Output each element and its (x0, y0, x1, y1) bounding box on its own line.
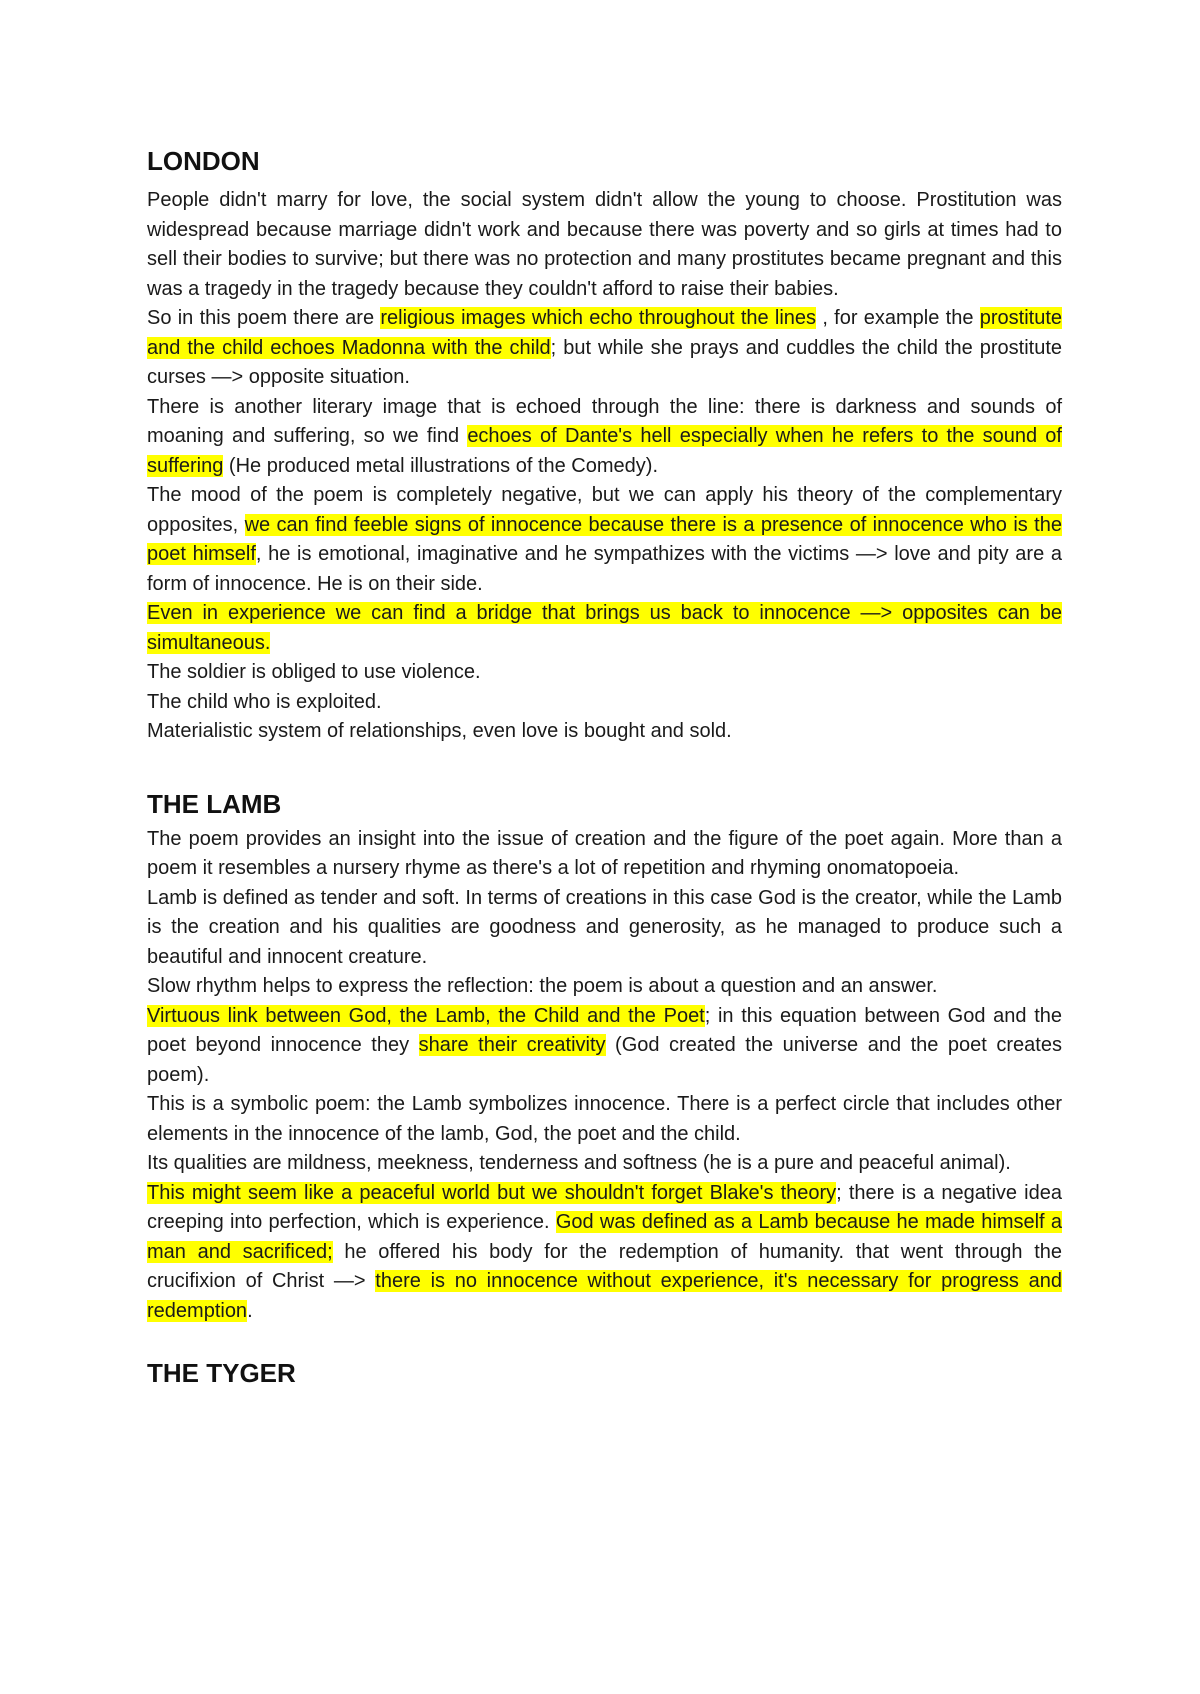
highlight: echoes of Dante's hell especially when he refers to the sound of suffering (147, 425, 1062, 477)
document-page (147, 144, 1062, 1390)
section-heading-lamb: THE LAMB (147, 788, 282, 819)
london-paragraph-6: The soldier is obliged to use violence. (147, 661, 481, 683)
highlight: share their creativity (418, 1034, 606, 1056)
london-paragraph-3: There is another literary image that is echoed through the line: there is darkness and sounds of moaning and suffering, so we find echoes of Dante's hell especially when he refers to the sound of suffering (He produced metal illustrations of the Comedy). (147, 395, 1062, 477)
highlight: religious images which echo throughout the lines (380, 307, 817, 329)
highlight: there is no innocence without experience, it's necessary for progress and redemption (147, 1270, 1062, 1322)
highlight: prostitute and the child echoes Madonna with the child (147, 307, 1062, 359)
london-paragraph-2: So in this poem there are religious images which echo throughout the lines , for example the prostitute and the child echoes Madonna with the child; but while she prays and cuddles the child the prostitute curses —> opposite situation. (147, 307, 1062, 388)
london-paragraph-1: People didn't marry for love, the social system didn't allow the young to choose. Prostitution was widespread because marriage didn't work and because there was poverty and so girls at times had to sell their bodies to survive; but there was no protection and many prostitutes became pregnant and this was a tragedy in the tragedy because they couldn't afford to raise their babies. (147, 189, 1062, 300)
highlight: we can find feeble signs of innocence because there is a presence of innocence who is the poet himself (147, 513, 1062, 565)
lamb-paragraph-2: Lamb is defined as tender and soft. In terms of creations in this case God is the creator, while the Lamb is the creation and his qualities are goodness and generosity, as he managed to produce such a beautiful and innocent creature. (147, 886, 1062, 968)
london-paragraph-7: The child who is exploited. (147, 690, 382, 713)
highlight: Virtuous link between God, the Lamb, the Child and the Poet (147, 1004, 705, 1027)
lamb-paragraph-6: Its qualities are mildness, meekness, tenderness and softness (he is a pure and peaceful animal). (147, 1152, 1011, 1174)
section-heading-london: LONDON (147, 146, 260, 176)
lamb-paragraph-4: Virtuous link between God, the Lamb, the Child and the Poet; in this equation between God and the poet beyond innocence they share their creativity (God created the universe and the poet creates poem). (147, 1004, 1062, 1086)
london-paragraph-8: Materialistic system of relationships, even love is bought and sold. (147, 720, 732, 742)
lamb-paragraph-3: Slow rhythm helps to express the reflection: the poem is about a question and an answer. (147, 975, 938, 997)
london-paragraph-5 (147, 599, 1062, 658)
highlight: God was defined as a Lamb because he made himself a man and sacrificed; (147, 1211, 1062, 1263)
highlight: Even in experience we can find a bridge that brings us back to innocence —> opposites can be simultaneous. (147, 602, 1062, 654)
lamb-paragraph-7: This might seem like a peaceful world but we shouldn't forget Blake's theory; there is a negative idea creeping into perfection, which is experience. God was defined as a Lamb because he made himself a man and sacrificed; he offered his body for the redemption of humanity. that went through the crucifixion of Christ —> there is no innocence without experience, it's necessary for progress and redemption. (147, 1181, 1063, 1322)
lamb-paragraph-5: This is a symbolic poem: the Lamb symbolizes innocence. There is a perfect circle that includes other elements in the innocence of the lamb, God, the poet and the child. (147, 1093, 1062, 1145)
lamb-paragraph-1: The poem provides an insight into the issue of creation and the figure of the poet again. More than a poem it resembles a nursery rhyme as there's a lot of repetition and rhyming onomatopoeia. (147, 827, 1062, 879)
section-heading-tyger: THE TYGER (147, 1358, 296, 1388)
london-paragraph-4: The mood of the poem is completely negative, but we can apply his theory of the complementary opposites, we can find feeble signs of innocence because there is a presence of innocence who is the poet himself, he is emotional, imaginative and he sympathizes with the victims —> love and pity are a form of innocence. He is on their side. (147, 484, 1062, 595)
highlight: This might seem like a peaceful world but we shouldn't forget Blake's theory (147, 1181, 837, 1204)
